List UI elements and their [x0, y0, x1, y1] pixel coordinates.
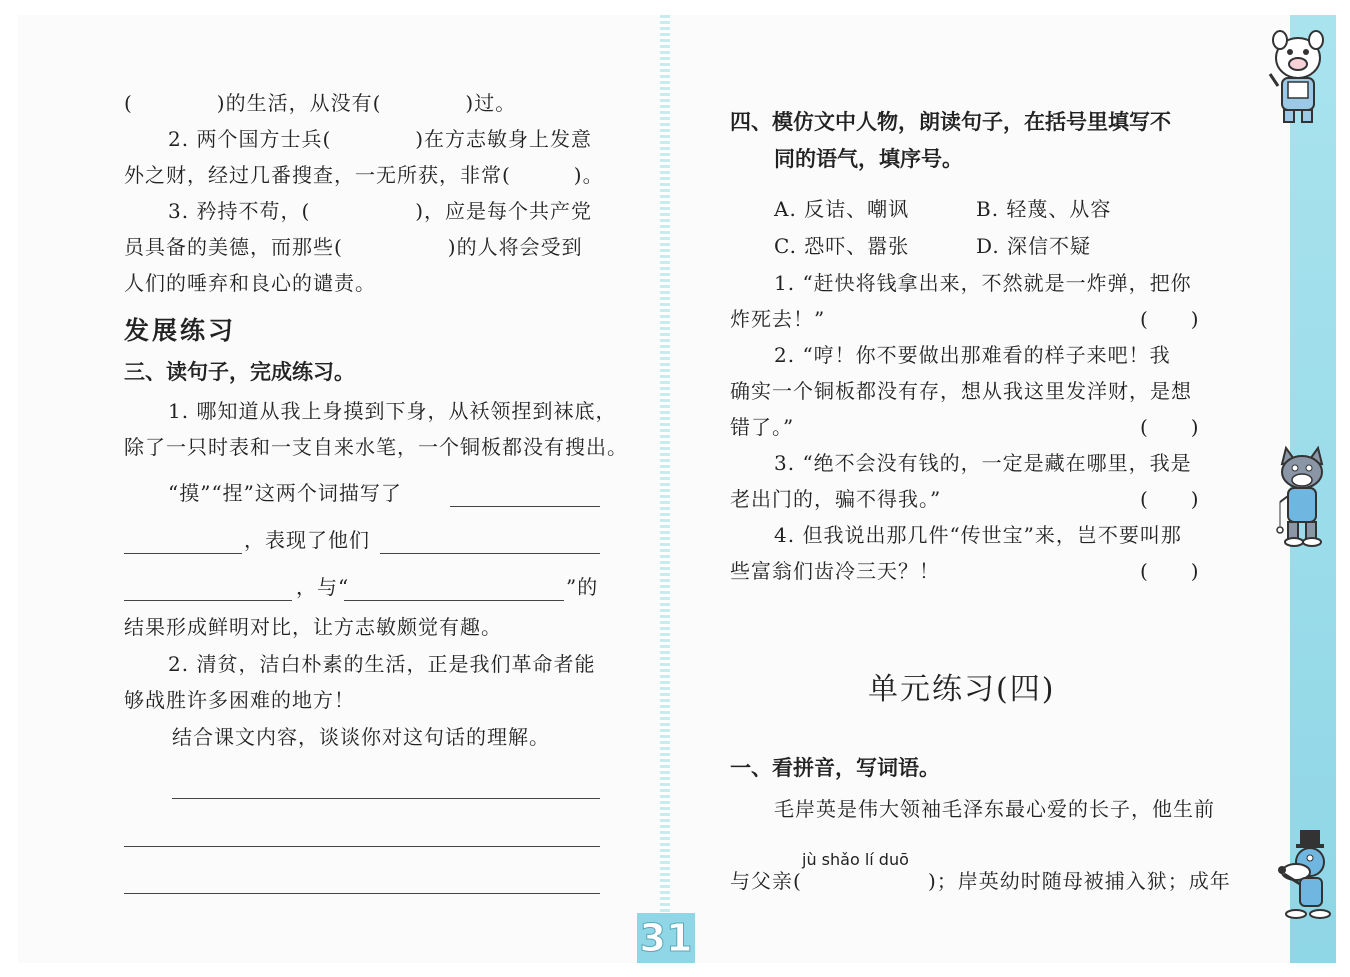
fill-prompt-4: 结果形成鲜明对比，让方志敏颇觉有趣。 [124, 615, 502, 639]
option-a: A. 反诘、嘲讽 [774, 197, 910, 221]
wolf-mascot-icon [1270, 440, 1334, 550]
q3-sentence2-line2: 够战胜许多困难的地方！ [124, 688, 355, 712]
question-3-heading: 三、读句子，完成练习。 [124, 360, 355, 384]
item-2-line3: 错了。” [730, 415, 795, 439]
option-d: D. 深信不疑 [976, 234, 1092, 258]
q1-line1: 毛岸英是伟大领袖毛泽东最心爱的长子，他生前 [774, 797, 1215, 821]
item-4-line1: 4. 但我说出那几件“传世宝”来，岂不要叫那 [774, 523, 1182, 547]
fill-prompt-3b: ”的 [566, 575, 599, 599]
q3-prompt: 结合课文内容，谈谈你对这句话的理解。 [172, 725, 550, 749]
left-line-2: 2. 两个国方士兵( )在方志敏身上发意 [168, 127, 593, 151]
fill-prompt-2: ，表现了他们 [244, 528, 370, 552]
option-c: C. 恐吓、嚣张 [774, 234, 910, 258]
answer-blank[interactable] [380, 553, 600, 554]
left-line-1: ( )的生活，从没有( )过。 [124, 91, 517, 115]
question-1-heading: 一、看拼音，写词语。 [730, 756, 940, 780]
left-line-5: 员具备的美德，而那些( )的人将会受到 [124, 235, 583, 259]
section-title: 发展练习 [124, 316, 237, 345]
item-1-line2: 炸死去！” [730, 307, 826, 331]
answer-line[interactable] [172, 798, 600, 799]
answer-blank[interactable] [344, 600, 564, 601]
q1-line2-end: )；岸英幼时随母被捕入狱；成年 [928, 869, 1231, 893]
answer-line[interactable] [124, 893, 600, 894]
left-line-6: 人们的唾弃和良心的谴责。 [124, 271, 376, 295]
fill-prompt-3a: ，与“ [296, 575, 350, 599]
pig-mascot-icon [1266, 30, 1330, 126]
answer-blank[interactable] [450, 506, 600, 507]
left-line-3: 外之财，经过几番搜查，一无所获，非常( )。 [124, 163, 604, 187]
question-4-heading-line2: 同的语气，填序号。 [774, 147, 963, 171]
donkey-mascot-icon [1270, 826, 1336, 926]
page-fold [660, 15, 670, 915]
answer-blank[interactable] [124, 600, 292, 601]
item-2-line1: 2. “哼！你不要做出那难看的样子来吧！我 [774, 343, 1171, 367]
item-3-answer-paren[interactable]: ( ) [1140, 487, 1200, 511]
item-4-answer-paren[interactable]: ( ) [1140, 559, 1200, 583]
item-3-line1: 3. “绝不会没有钱的，一定是藏在哪里，我是 [774, 451, 1192, 475]
answer-blank[interactable] [124, 553, 242, 554]
fill-prompt-1: “摸”“捏”这两个词描写了 [168, 481, 402, 505]
item-1-answer-paren[interactable]: ( ) [1140, 307, 1200, 331]
q3-sentence1-line2: 除了一只时表和一支自来水笔，一个铜板都没有搜出。 [124, 435, 628, 459]
item-1-line1: 1. “赶快将钱拿出来，不然就是一炸弹，把你 [774, 271, 1192, 295]
page-number: 31 [637, 913, 695, 963]
item-4-line2: 些富翁们齿冷三天？！ [730, 559, 940, 583]
question-4-heading-line1: 四、模仿文中人物，朗读句子，在括号里填写不 [730, 110, 1171, 134]
item-2-answer-paren[interactable]: ( ) [1140, 415, 1200, 439]
q3-sentence2-line1: 2. 清贫，洁白朴素的生活，正是我们革命者能 [168, 652, 596, 676]
q1-line2-start: 与父亲( [730, 869, 802, 893]
item-2-line2: 确实一个铜板都没有存，想从我这里发洋财，是想 [730, 379, 1192, 403]
q1-pinyin: jù shǎo lí duō [802, 850, 909, 869]
left-line-4: 3. 矜持不苟，( )，应是每个共产党 [168, 199, 593, 223]
unit-title: 单元练习(四) [868, 672, 1056, 707]
answer-line[interactable] [124, 846, 600, 847]
option-b: B. 轻蔑、从容 [976, 197, 1112, 221]
q3-sentence1-line1: 1. 哪知道从我上身摸到下身，从袄领捏到袜底， [168, 399, 617, 423]
item-3-line2: 老出门的，骗不得我。” [730, 487, 942, 511]
